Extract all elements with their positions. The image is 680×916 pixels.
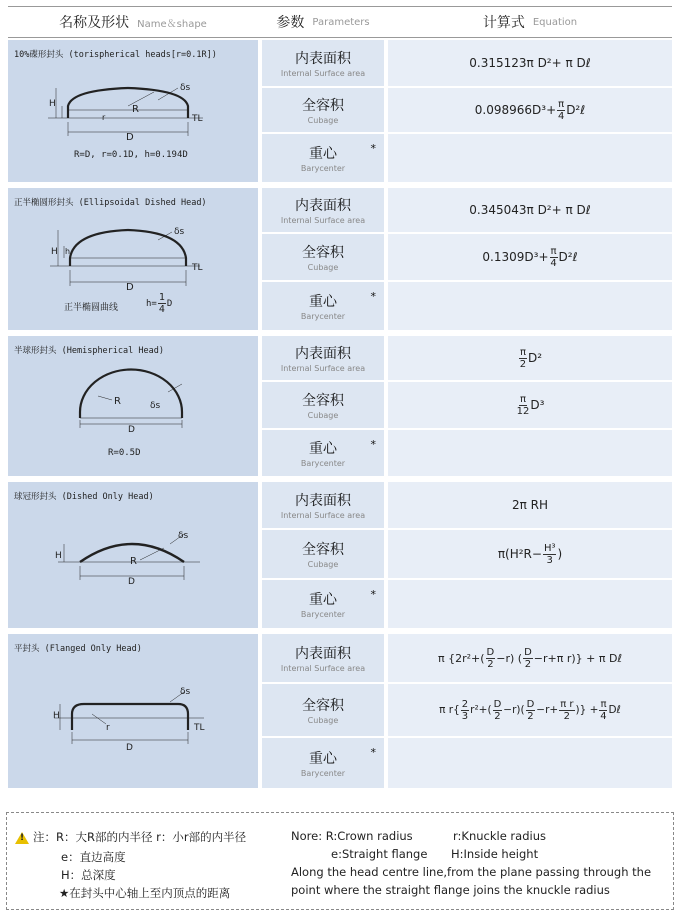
torispherical-diagram: [8, 40, 258, 182]
label-R: R: [132, 104, 139, 115]
section-hemispherical: [8, 336, 672, 476]
label-H: H: [49, 99, 56, 109]
formula-surface: 2π RH: [388, 482, 672, 528]
ellipsoidal-diagram: [8, 188, 258, 330]
param-surface: 内表面积 Internal Surface area: [262, 40, 384, 86]
formula-volume: 0.098966D³+ $\frac{\pi}{4}$ D²ℓ: [388, 88, 672, 132]
label-ds: δs: [150, 401, 161, 411]
formula-surface: 0.345043π D²+ π Dℓ: [388, 188, 672, 232]
label-R: R: [130, 556, 137, 567]
shape-cell: 半球形封头 (Hemispherical Head) R δs D R=0.5D: [8, 336, 258, 476]
label-h: h: [65, 247, 71, 256]
label-ds: δs: [174, 227, 185, 237]
param-surface: 内表面积 Internal Surface area: [262, 482, 384, 528]
formula-volume: 0.1309D³+ $\frac{\pi}{4}$ D²ℓ: [388, 234, 672, 280]
note-cn-2: e：直边高度: [61, 850, 126, 864]
param-volume: 全容积 Cubage: [262, 530, 384, 578]
param-center: 重心 Barycenter *: [262, 134, 384, 182]
param-surface: 内表面积 Internal Surface area: [262, 188, 384, 232]
notes-box: [6, 812, 674, 910]
param-volume: 全容积 Cubage: [262, 234, 384, 280]
label-TL: TL: [192, 263, 203, 273]
shape-cell: 平封头 (Flanged Only Head) r H δs TL D: [8, 634, 258, 788]
label-D: D: [128, 577, 135, 587]
dished-only-diagram: [8, 482, 258, 628]
note-cn-1: !注：R：大R部的内半径 r：小r部的内半径: [15, 829, 246, 845]
label-ds: δs: [180, 687, 191, 697]
formula-surface: $\frac{\pi}{2}$ D²: [388, 336, 672, 380]
formula-center: [388, 282, 672, 330]
section-ellipsoidal: [8, 188, 672, 330]
param-center: 重心 Barycenter *: [262, 738, 384, 788]
formula-center: [388, 134, 672, 182]
label-D: D: [126, 282, 134, 293]
label-H: H: [55, 551, 62, 561]
note-en-2b: H:Inside height: [451, 847, 539, 861]
note-en-1b: r:Knuckle radius: [453, 829, 546, 843]
formula-volume: $\frac{\pi}{12}$ D³: [388, 382, 672, 428]
shape-cell: 球冠形封头 (Dished Only Head) R H δs D: [8, 482, 258, 628]
formula-surface: π {2r²+( $\frac{D}{2}$ −r) ( $\frac{D}{2}$ −r+π r)} + π Dℓ: [388, 634, 672, 682]
header-name: 名称及形状 Name＆shape: [59, 15, 207, 31]
note-en-2: e:Straight flange: [331, 847, 428, 861]
note-en-4: point where the straight flange joins the knuckle radius: [291, 883, 610, 897]
label-ds: δs: [178, 531, 189, 541]
formula-center: [388, 738, 672, 788]
label-H: H: [53, 711, 60, 721]
section-flanged-only: [8, 634, 672, 788]
label-TL: TL: [194, 723, 205, 733]
formula-center: [388, 580, 672, 628]
label-ds: δs: [180, 83, 191, 93]
param-surface: 内表面积 Internal Surface area: [262, 634, 384, 682]
label-D: D: [128, 425, 135, 435]
warning-icon: [15, 832, 29, 844]
param-center: 重心 Barycenter *: [262, 580, 384, 628]
note-en-1: Nore: R:Crown radius: [291, 829, 413, 843]
label-r: r: [102, 113, 106, 122]
flanged-only-diagram: [8, 634, 258, 788]
label-D: D: [126, 132, 134, 143]
note-cn-4: ★在封头中心轴上至内顶点的距离: [59, 886, 231, 900]
shape-cell: 10%碟形封头 (torispherical heads[r=0.1R]) D R r H δs TL R=D, r=0.1D, h=0.194D: [8, 40, 258, 182]
param-volume: 全容积 Cubage: [262, 382, 384, 428]
label-TL: TL: [192, 114, 203, 124]
section-dished-only: [8, 482, 672, 628]
note-en-3: Along the head centre line,from the plane passing through the: [291, 865, 652, 879]
param-center: 重心 Barycenter *: [262, 282, 384, 330]
formula-volume: π r{ $\frac{2}{3}$ r²+( $\frac{D}{2}$ −r)( $\frac{D}{2}$ −r+ $\frac{\text{π r}}{2}$ )} + $\frac{\pi}{4}$ Dℓ: [388, 684, 672, 736]
param-center: 重心 Barycenter *: [262, 430, 384, 476]
formula-volume: π(H²R− $\frac{\text{H³}}{3}$ ): [388, 530, 672, 578]
formula-center: [388, 430, 672, 476]
label-H: H: [51, 247, 58, 257]
header-param: 参数 Parameters: [276, 15, 370, 31]
label-r: r: [106, 723, 110, 733]
param-volume: 全容积 Cubage: [262, 684, 384, 736]
shape-cell: 正半椭圆形封头 (Ellipsoidal Dished Head) D H h δs TL 正半椭圆曲线 h= $\frac{1}{4}$ D: [8, 188, 258, 330]
section-torispherical: [8, 40, 672, 182]
param-volume: 全容积 Cubage: [262, 88, 384, 132]
label-D: D: [126, 743, 133, 753]
param-surface: 内表面积 Internal Surface area: [262, 336, 384, 380]
header-formula: 计算式 Equation: [482, 15, 578, 31]
label-R: R: [114, 396, 121, 407]
note-cn-3: H：总深度: [61, 868, 116, 882]
formula-surface: 0.315123π D²+ π Dℓ: [388, 40, 672, 86]
table-header: [8, 6, 672, 38]
